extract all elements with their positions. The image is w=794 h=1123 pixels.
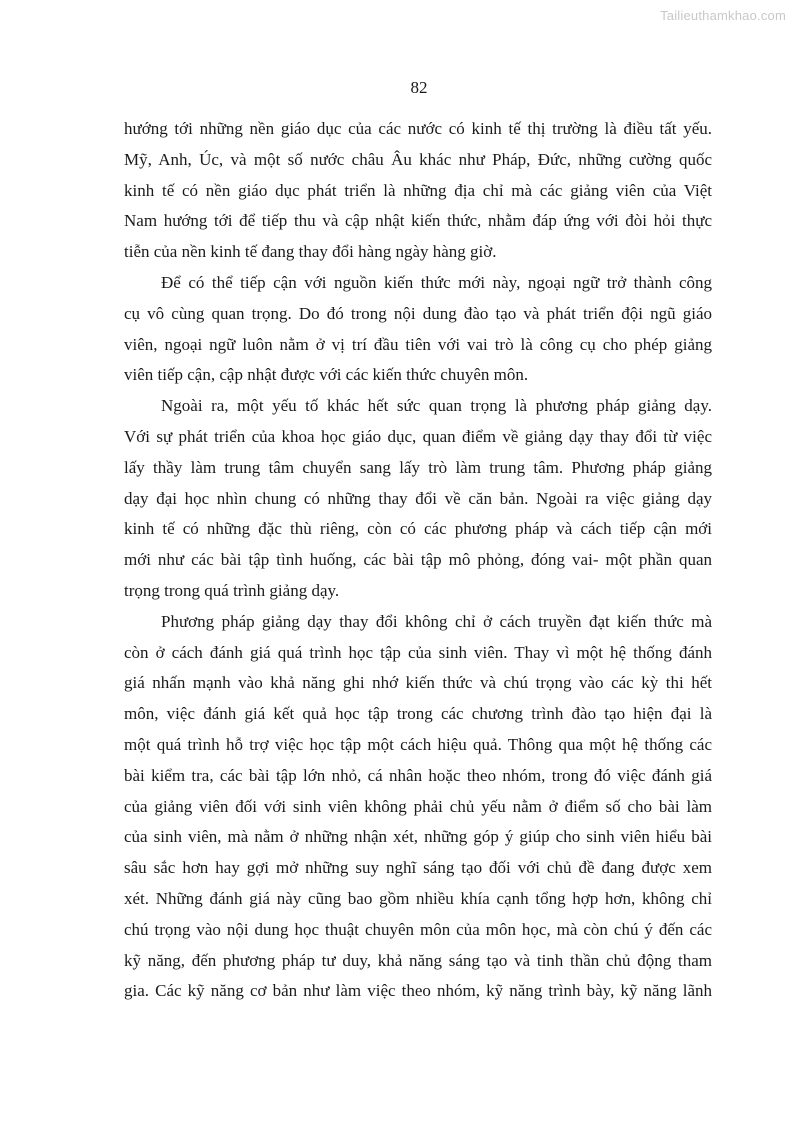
text-line: trọng trong quá trình giảng dạy. <box>124 580 340 600</box>
text-line: giá nhấn mạnh vào khả năng ghi nhớ kiến thức và chú trọng vào các kỳ thi hết <box>124 673 712 693</box>
text-line: Với sự phát triển của khoa học giáo dục, quan điểm về giảng dạy thay đổi từ việc <box>124 426 712 446</box>
text-line: kỹ năng, đến phương pháp tư duy, khả năng sáng tạo và tinh thần chủ động tham <box>124 950 712 970</box>
text-line: Phương pháp giảng dạy thay đổi không chỉ ở cách truyền đạt kiến thức mà <box>161 611 712 631</box>
text-line: bài kiểm tra, các bài tập lớn nhỏ, cá nhân hoặc theo nhóm, trong đó việc đánh giá <box>124 765 712 785</box>
page-number: 82 <box>410 78 428 97</box>
text-line: gia. Các kỹ năng cơ bản như làm việc theo nhóm, kỹ năng trình bày, kỹ năng lãnh <box>124 981 712 1001</box>
text-line: tiễn của nền kinh tế đang thay đổi hàng ngày hàng giờ. <box>124 242 497 262</box>
text-line: Ngoài ra, một yếu tố khác hết sức quan trọng là phương pháp giảng dạy. <box>161 396 712 416</box>
text-line: lấy thầy làm trung tâm chuyển sang lấy trò làm trung tâm. Phương pháp giảng <box>124 457 712 477</box>
text-line: Mỹ, Anh, Úc, và một số nước châu Âu khác như Pháp, Đức, những cường quốc <box>124 149 712 169</box>
text-line: viên, ngoại ngữ luôn nằm ở vị trí đầu tiên với vai trò là công cụ cho phép giảng <box>124 334 712 354</box>
body-text <box>124 114 712 1007</box>
text-line: viên tiếp cận, cập nhật được với các kiến thức chuyên môn. <box>124 365 529 385</box>
text-line: một quá trình hỗ trợ việc học tập một cách hiệu quả. Thông qua một hệ thống các <box>124 734 712 754</box>
text-line: dạy đại học nhìn chung có những thay đổi về căn bản. Ngoài ra việc giảng dạy <box>124 488 712 508</box>
paragraph <box>124 268 712 391</box>
paragraph <box>124 607 712 1007</box>
text-line: sâu sắc hơn hay gợi mở những suy nghĩ sáng tạo đối với chủ đề đang được xem <box>124 858 712 878</box>
paragraph <box>124 114 712 268</box>
paragraph <box>124 391 712 607</box>
text-line: chú trọng vào nội dung học thuật chuyên môn của môn học, mà còn chú ý đến các <box>124 919 712 939</box>
text-line: xét. Những đánh giá này cũng bao gồm nhiều khía cạnh tổng hợp hơn, không chỉ <box>124 888 712 908</box>
text-line: còn ở cách đánh giá quá trình học tập của sinh viên. Thay vì một hệ thống đánh <box>124 642 712 662</box>
text-line: Nam hướng tới để tiếp thu và cập nhật kiến thức, nhằm đáp ứng với đòi hỏi thực <box>124 211 712 231</box>
text-line: cụ vô cùng quan trọng. Do đó trong nội dung đào tạo và phát triển đội ngũ giáo <box>124 303 712 323</box>
text-line: hướng tới những nền giáo dục của các nước có kinh tế thị trường là điều tất yếu. <box>124 119 712 138</box>
text-line: mới như các bài tập tình huống, các bài tập mô phỏng, đóng vai- một phần quan <box>124 550 712 570</box>
text-line: kinh tế có những đặc thù riêng, còn có các phương pháp và cách tiếp cận mới <box>124 519 712 539</box>
text-line: môn, việc đánh giá kết quả học tập trong các chương trình đào tạo hiện đại là <box>124 704 712 724</box>
text-line: Để có thể tiếp cận với nguồn kiến thức mới này, ngoại ngữ trở thành công <box>161 272 712 292</box>
text-line: của giảng viên đối với sinh viên không phải chủ yếu nằm ở điểm số cho bài làm <box>124 796 712 816</box>
text-line: kinh tế có nền giáo dục phát triển là những địa chỉ mà các giảng viên của Việt <box>124 180 712 200</box>
watermark: Tailieuthamkhao.com <box>660 8 786 23</box>
text-line: của sinh viên, mà nằm ở những nhận xét, những góp ý giúp cho sinh viên hiểu bài <box>124 827 712 847</box>
